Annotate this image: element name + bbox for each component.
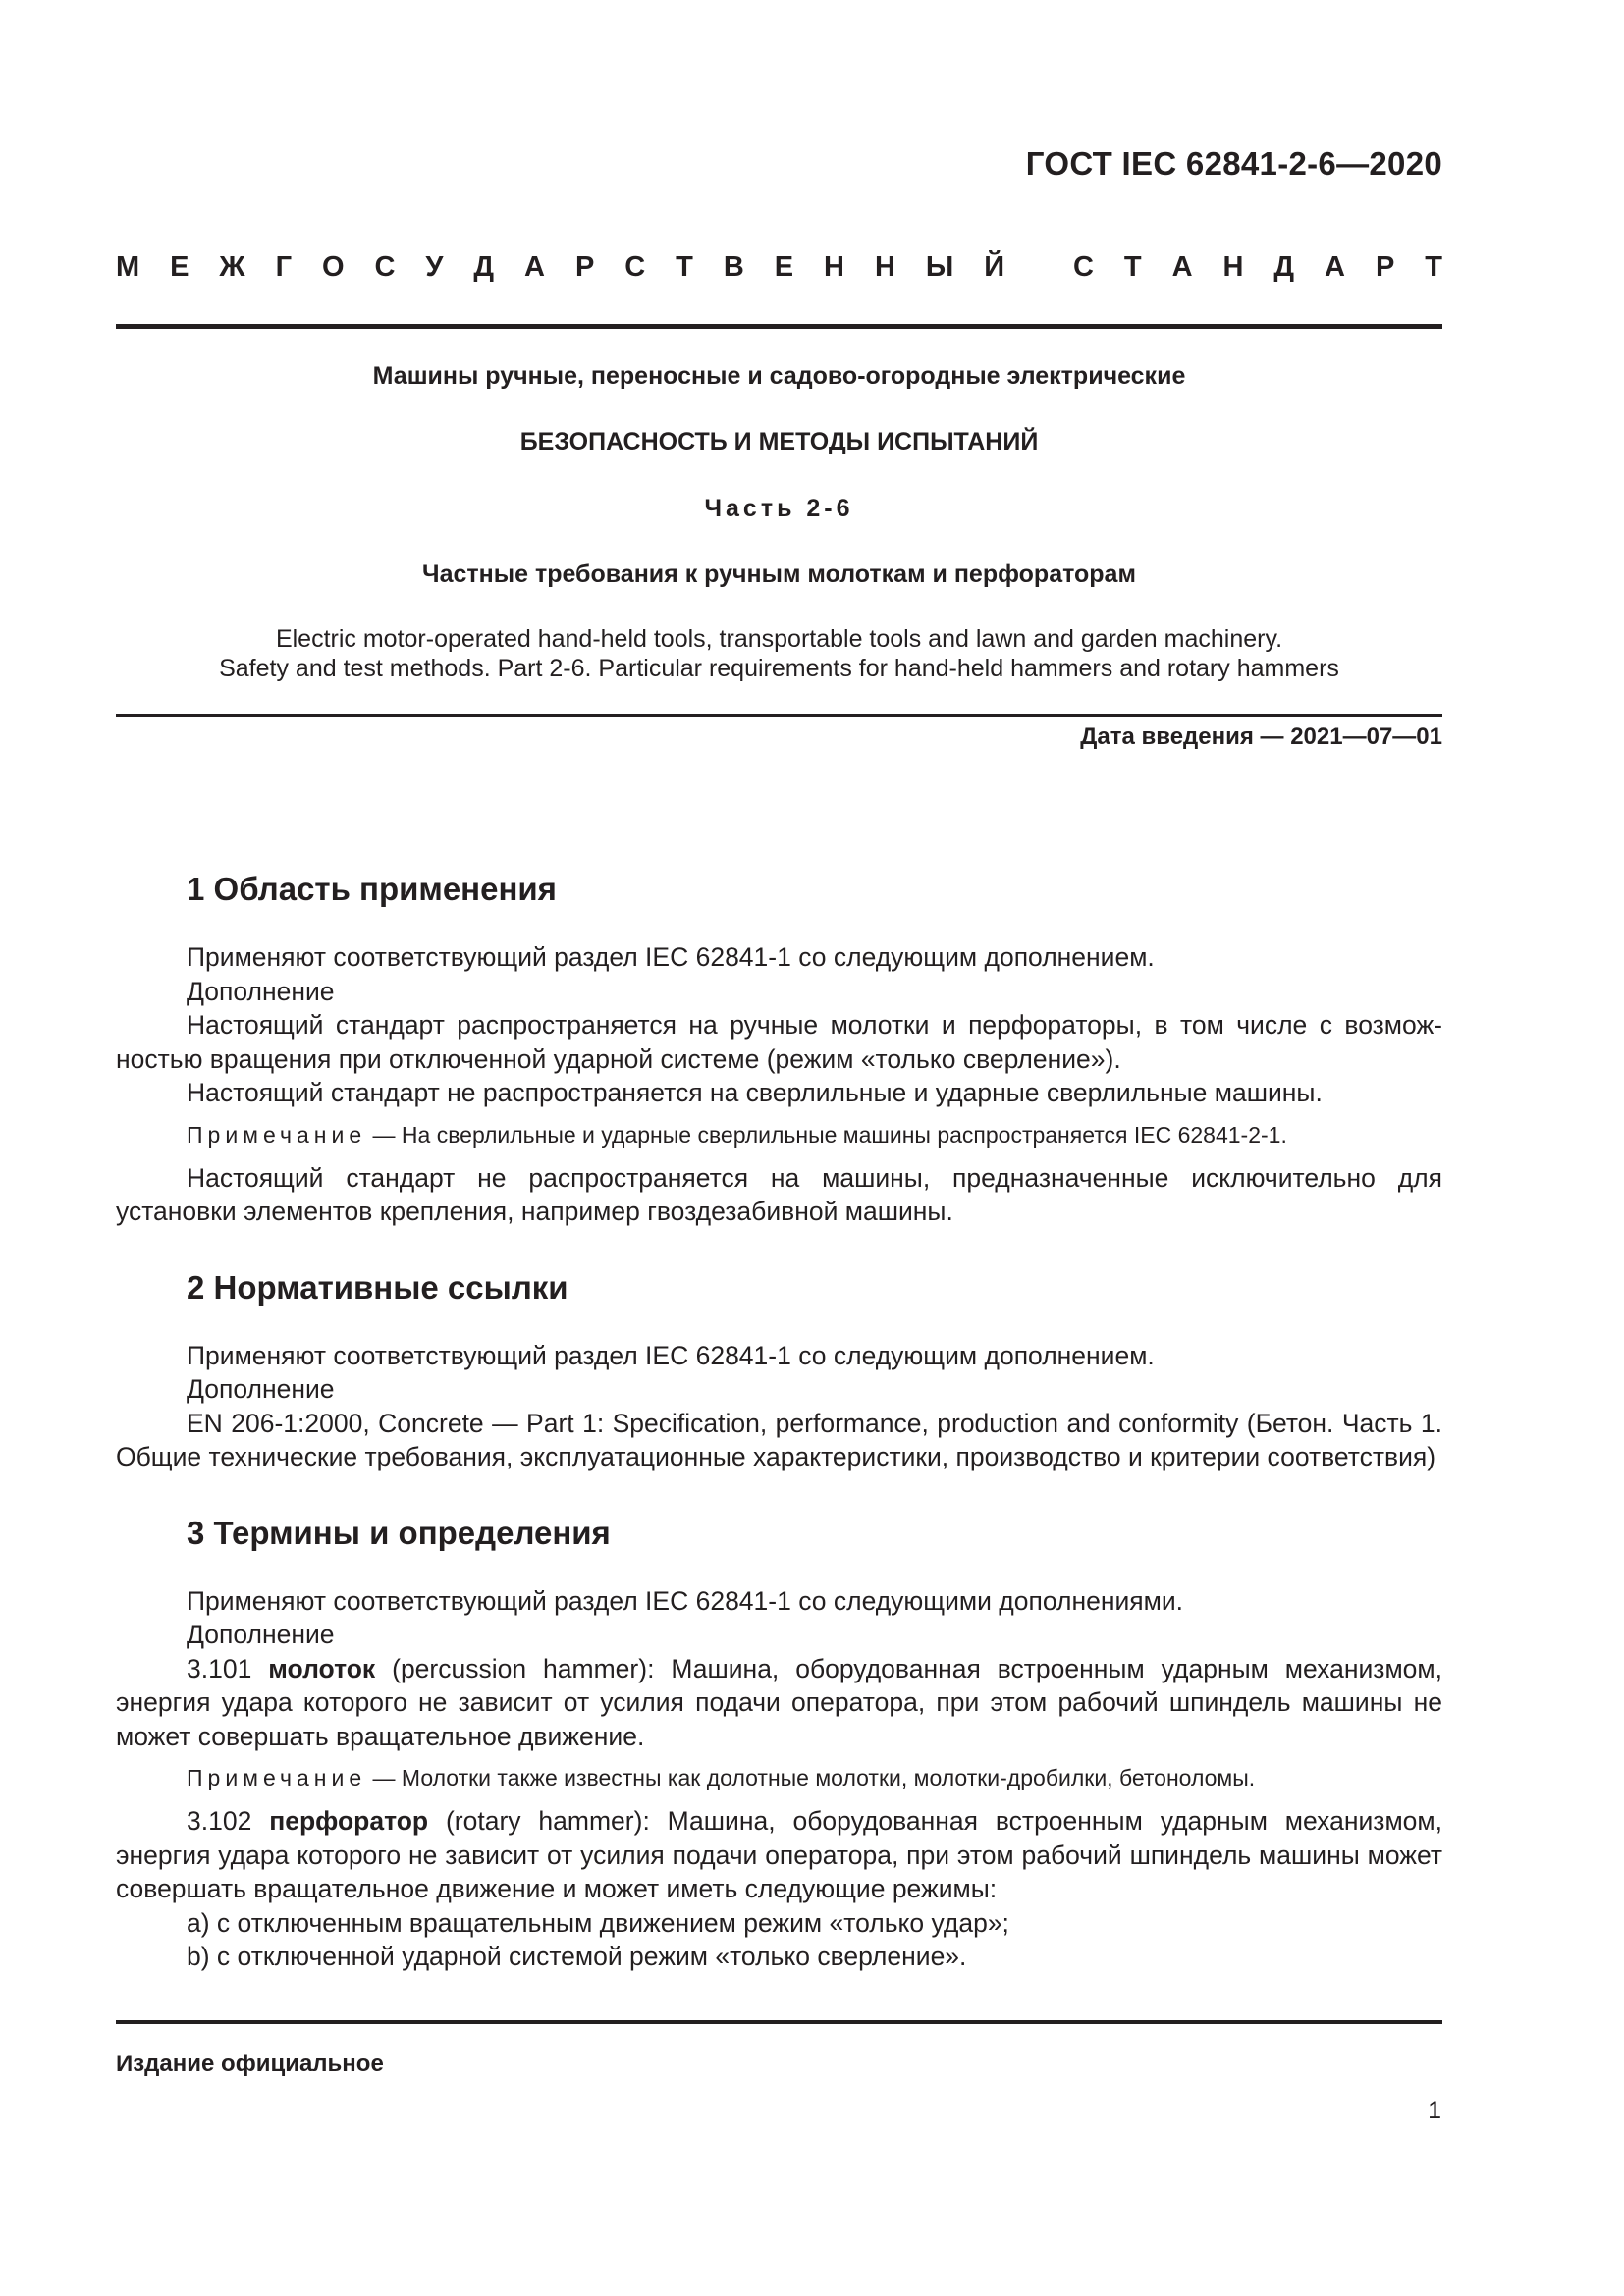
banner-letter: Р: [574, 251, 595, 283]
banner-letter: А: [524, 251, 545, 283]
banner-letter: Ж: [219, 251, 245, 283]
definition-number: 3.102: [187, 1806, 270, 1836]
banner-letter: С: [374, 251, 396, 283]
banner-letter: Т: [676, 251, 693, 283]
section-1-heading: 1 Область применения: [187, 871, 557, 907]
banner-letter: А: [1325, 251, 1345, 283]
english-title-line-1: Electric motor-operated hand-held tools, transportable tools and lawn and garden machinery.: [275, 625, 1283, 653]
section-2-heading: 2 Нормативные ссылки: [187, 1268, 568, 1306]
note-text: — На сверлильные и ударные сверлильные машины распространяется IEC 62841-2-1.: [366, 1121, 1287, 1148]
title-divider: [116, 714, 1442, 717]
footer-divider: [116, 2020, 1442, 2024]
note: [116, 1763, 1442, 1792]
banner-letter: Р: [1375, 251, 1395, 283]
paragraph: EN 206-1:2000, Concrete — Part 1: Specification, performance, production and conformity (Бетон. Часть 1. Общие технические требования, эксплуатационные характеристики, производство и критерии соответствия): [116, 1408, 1442, 1471]
paragraph: Применяют соответствующий раздел IEC 62841-1 со следующими дополнениями.: [187, 1585, 1184, 1616]
banner-letter: Н: [824, 251, 844, 283]
banner-letter: Е: [170, 251, 189, 283]
banner-word-gap: [1035, 251, 1043, 284]
paragraph: Применяют соответствующий раздел IEC 62841-1 со следующим дополнением.: [187, 1340, 1155, 1370]
document-body: [116, 870, 1442, 1974]
list-item: a) с отключенным вращательным движением режим «только удар»;: [187, 1907, 1009, 1938]
paragraph: Настоящий стандарт не распространяется на сверлильные и ударные сверлильные машины.: [187, 1078, 1323, 1107]
note-label: Примечание: [187, 1765, 367, 1790]
paragraph: Дополнение: [187, 1620, 335, 1649]
banner-letter: Е: [774, 251, 794, 283]
paragraph: Применяют соответствующий раздел IEC 62841-1 со следующим дополнением.: [187, 942, 1155, 972]
paragraph: Настоящий стандарт распространяется на ручные молотки и перфораторы, в том числе с возмож-ностью вращения при отключенной ударной системе (режим «только сверление»).: [116, 1010, 1442, 1074]
banner-letter: Д: [1273, 251, 1295, 283]
banner-letter: У: [425, 251, 444, 283]
header-divider: [116, 324, 1442, 329]
official-edition-label: Издание официальное: [116, 2051, 384, 2077]
definition-3-102: [116, 1804, 1442, 1906]
banner-letter: Н: [1222, 251, 1244, 283]
introduction-date: Дата введения — 2021—07—01: [1080, 723, 1442, 750]
list-item: b) с отключенной ударной системой режим «только сверление».: [187, 1942, 967, 1971]
paragraph: Дополнение: [187, 976, 335, 1006]
banner-letter: Т: [1123, 251, 1142, 283]
banner-letter: Г: [275, 251, 293, 283]
note: [116, 1120, 1442, 1149]
definition-term: молоток: [268, 1653, 376, 1683]
banner-letter: Д: [473, 251, 495, 283]
document-code: ГОСТ IEC 62841-2-6—2020: [1025, 145, 1442, 182]
paragraph: Настоящий стандарт не распространяется на машины, предназначенные исключительно для установки элементов крепления, например гвоздезабивной машины.: [116, 1162, 1442, 1226]
banner-letter: Й: [984, 251, 1005, 283]
banner-letter: В: [723, 251, 744, 283]
note-label: Примечание: [187, 1121, 367, 1148]
definition-term: перфоратор: [269, 1806, 429, 1836]
definition-text: (percussion hammer): Машина, оборудованная встроенным ударным механизмом, энергия удара которого не зависит от усилия подачи оператора, при этом рабочий шпиндель машины не может совершать вращательное движение.: [116, 1653, 1442, 1751]
interstate-standard-banner: [116, 251, 1442, 284]
banner-letter: М: [116, 251, 140, 283]
title-line-4: Частные требования к ручным молоткам и перфораторам: [422, 561, 1136, 588]
banner-letter: Ы: [925, 251, 954, 283]
title-part: Часть 2-6: [704, 495, 854, 522]
banner-letter: О: [322, 251, 345, 283]
title-line-2: БЕЗОПАСНОСТЬ И МЕТОДЫ ИСПЫТАНИЙ: [519, 428, 1039, 455]
banner-letter: С: [624, 251, 646, 283]
title-line-1: Машины ручные, переносные и садово-огородные электрические: [372, 362, 1186, 390]
definition-number: 3.101: [187, 1653, 269, 1683]
paragraph: Дополнение: [187, 1374, 335, 1404]
definition-text: (rotary hammer): Машина, оборудованная встроенным ударным механизмом, энергия удара которого не зависит от усилия подачи оператора, при этом рабочий шпиндель машины может совершать вращательное движение и может иметь следующие режимы:: [116, 1806, 1442, 1903]
banner-letter: А: [1171, 251, 1193, 283]
banner-letter: Т: [1425, 251, 1442, 283]
section-3-heading: 3 Термины и определения: [187, 1514, 611, 1551]
banner-letter: Н: [874, 251, 895, 283]
note-text: — Молотки также известны как долотные молотки, молотки-дробилки, бетоноломы.: [366, 1765, 1256, 1790]
page-number: 1: [1428, 2097, 1441, 2124]
banner-letter: С: [1073, 251, 1094, 283]
definition-3-101: [116, 1652, 1442, 1754]
english-title-line-2: Safety and test methods. Part 2-6. Particular requirements for hand-held hammers and rotary hammers: [219, 655, 1339, 682]
